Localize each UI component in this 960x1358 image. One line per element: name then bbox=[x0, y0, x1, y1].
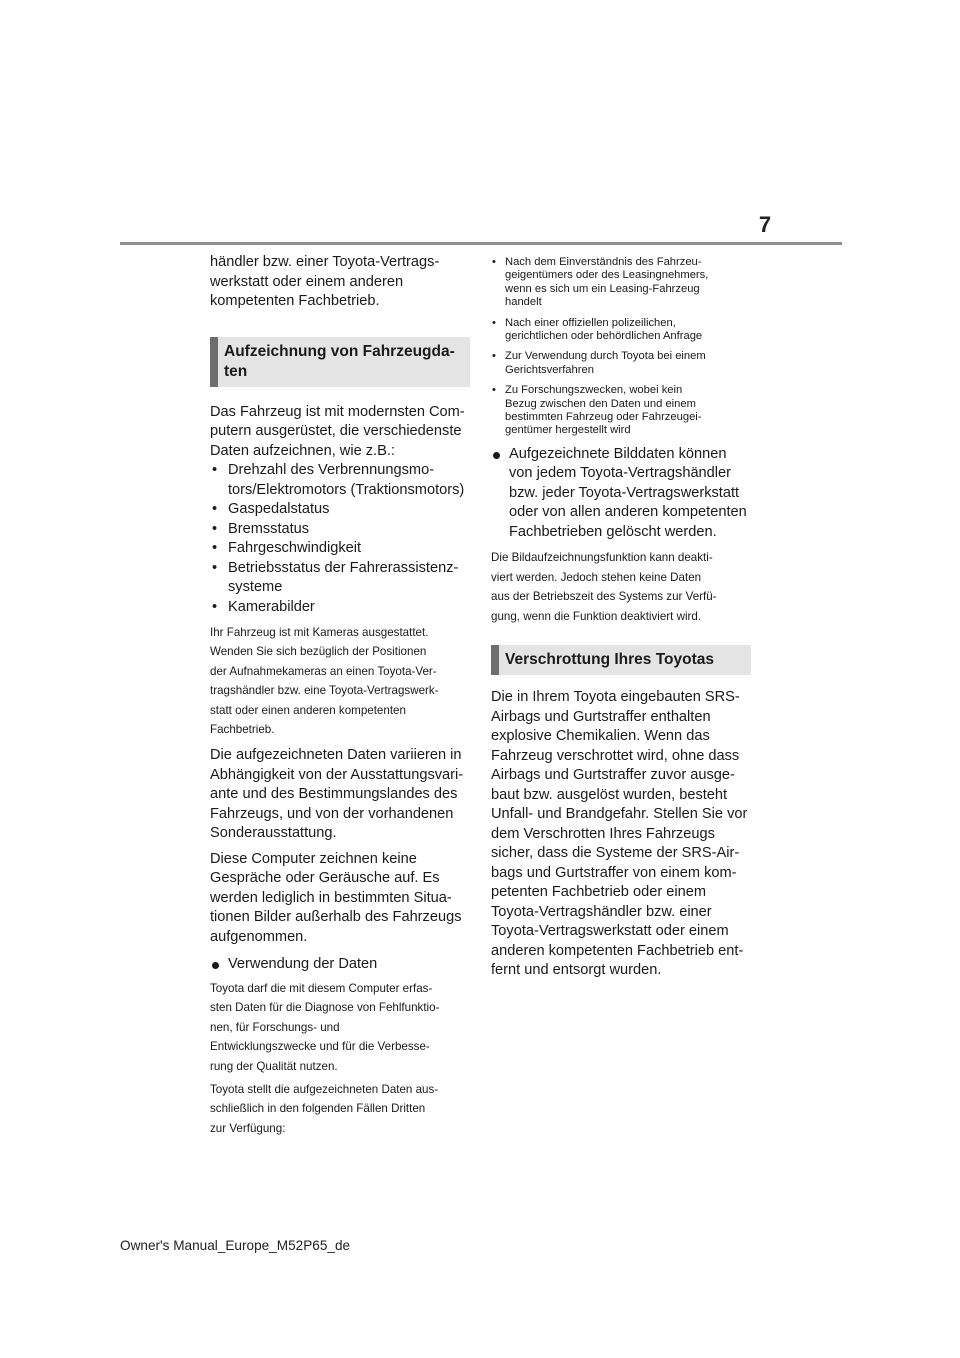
text-line: Drehzahl des Verbrennungsmo- bbox=[228, 462, 435, 478]
text-line: Die aufgezeichneten Daten variieren in bbox=[210, 747, 462, 764]
list-item bbox=[210, 461, 470, 500]
data-usage-heading: Verwendung der Daten bbox=[210, 955, 470, 975]
recorded-data-list bbox=[210, 461, 470, 617]
list-item bbox=[491, 256, 751, 310]
list-item bbox=[210, 500, 470, 520]
text-line: ante und des Bestimmungslandes des bbox=[210, 786, 458, 803]
text-line: putern ausgerüstet, die verschiedenste bbox=[210, 423, 462, 439]
deactivation-note bbox=[491, 548, 751, 626]
right-column bbox=[491, 253, 751, 981]
text-line: schließlich in den folgenden Fällen Dritten bbox=[210, 1102, 426, 1116]
text-line: dem Verschrotten Ihres Fahrzeugs bbox=[491, 825, 715, 842]
footer-manual-id: Owner's Manual_Europe_M52P65_de bbox=[120, 1238, 351, 1253]
text-line: rung der Qualität nutzen. bbox=[210, 1059, 338, 1073]
text-line: Airbags und Gurtstraffer enthalten bbox=[491, 708, 711, 725]
text-line: Unfall- und Brandgefahr. Stellen Sie vor bbox=[491, 806, 748, 822]
list-item bbox=[210, 539, 470, 559]
text-line: zur Verfügung: bbox=[210, 1121, 286, 1135]
text-line: Ihr Fahrzeug ist mit Kameras ausgestattet. bbox=[210, 626, 429, 639]
text-line: ten bbox=[224, 362, 248, 380]
text-line: bags und Gurtstraffer von einem kom- bbox=[491, 864, 737, 881]
third-party-note bbox=[210, 1080, 470, 1138]
text-line: gung, wenn die Funktion deaktiviert wird. bbox=[491, 609, 702, 623]
text-line: Diese Computer zeichnen keine bbox=[210, 850, 417, 867]
text-line: Kamerabilder bbox=[228, 598, 315, 615]
text-line: Nach einer offiziellen polizeilichen, bbox=[505, 316, 676, 329]
text-line: Wenden Sie sich bezüglich der Positionen bbox=[210, 645, 427, 659]
bullet-dot-icon bbox=[212, 962, 219, 969]
text-line: anderen kompetenten Fachbetrieb ent- bbox=[491, 942, 744, 959]
text-line: gentümer hergestellt wird bbox=[505, 424, 631, 437]
page-number: 7 bbox=[758, 212, 772, 237]
text-line: Fachbetrieb. bbox=[210, 723, 275, 737]
text-line: Fahrgeschwindigkeit bbox=[228, 540, 362, 556]
text-line: werden lediglich in bestimmten Situa- bbox=[210, 889, 452, 906]
text-line: Gerichtsverfahren bbox=[505, 363, 594, 376]
text-line: Toyota darf die mit diesem Computer erfas- bbox=[210, 981, 433, 995]
text-line: fernt und entsorgt wurden. bbox=[491, 962, 662, 978]
text-line: Bremsstatus bbox=[228, 520, 310, 537]
text-line: der Aufnahmekameras an einen Toyota-Ver- bbox=[210, 664, 437, 678]
text-line: handelt bbox=[505, 296, 542, 309]
text-line: Gespräche oder Geräusche auf. Es bbox=[210, 870, 440, 887]
text-line: gerichtlichen oder behördlichen Anfrage bbox=[505, 330, 703, 343]
text-line: Entwicklungszwecke und für die Verbesse- bbox=[210, 1040, 430, 1054]
text-line: Daten aufzeichnen, wie z.B.: bbox=[210, 442, 395, 459]
text-line: tionen Bilder außerhalb des Fahrzeugs bbox=[210, 909, 462, 926]
text-line: Gaspedalstatus bbox=[228, 501, 330, 517]
text-line: Bezug zwischen den Daten und einem bbox=[505, 397, 696, 410]
paragraph-data-variation bbox=[210, 746, 470, 844]
text-line: Sonderausstattung. bbox=[210, 825, 337, 842]
text-line: Fahrzeugs, und von der vorhandenen bbox=[210, 805, 454, 822]
header-rule bbox=[120, 242, 842, 245]
text-line: Nach dem Einverständnis des Fahrzeu- bbox=[505, 256, 702, 268]
text-line: Die in Ihrem Toyota eingebauten SRS- bbox=[491, 689, 740, 705]
text-line: Airbags und Gurtstraffer zuvor ausge- bbox=[491, 767, 735, 783]
text-line: Abhängigkeit von der Ausstattungsvari- bbox=[210, 766, 464, 783]
list-item bbox=[491, 317, 751, 344]
third-party-cases-list bbox=[491, 256, 751, 438]
paragraph-computers bbox=[210, 403, 470, 462]
text-line: Zur Verwendung durch Toyota bei einem bbox=[505, 350, 706, 363]
text-line: tors/Elektromotors (Traktionsmotors) bbox=[228, 481, 465, 498]
text-line: viert werden. Jedoch stehen keine Daten bbox=[491, 570, 702, 584]
camera-note bbox=[210, 623, 470, 739]
text-line: sicher, dass die Systeme der SRS-Air- bbox=[491, 845, 740, 861]
text-line: geigentümers oder des Leasingnehmers, bbox=[505, 269, 709, 282]
text-line: systeme bbox=[228, 579, 283, 595]
text-line: bestimmten Fahrzeug oder Fahrzeugei- bbox=[505, 411, 702, 424]
list-item bbox=[210, 598, 470, 618]
scrapping-paragraph bbox=[491, 688, 751, 981]
text-line: oder von allen anderen kompetenten bbox=[509, 504, 747, 521]
text-line: petenten Fachbetrieb oder einem bbox=[491, 884, 706, 900]
text-line: Aufgezeichnete Bilddaten können bbox=[509, 445, 727, 462]
text-line: händler bzw. einer Toyota-Vertrags- bbox=[210, 254, 440, 270]
text-line: tragshändler bzw. eine Toyota-Vertragswerk- bbox=[210, 684, 439, 698]
text-line: von jedem Toyota-Vertragshändler bbox=[509, 465, 732, 482]
text-line: Fahrzeug verschrottet wird, ohne dass bbox=[491, 747, 740, 764]
text-line: Toyota-Vertragswerkstatt oder einem bbox=[491, 923, 729, 939]
text-line: Fachbetrieben gelöscht werden. bbox=[509, 523, 717, 540]
text-line: kompetenten Fachbetrieb. bbox=[210, 293, 380, 309]
list-item bbox=[210, 520, 470, 540]
text-line: werkstatt oder einem anderen bbox=[210, 273, 404, 290]
text-line: Aufzeichnung von Fahrzeugda- bbox=[224, 342, 455, 360]
text-line: aufgenommen. bbox=[210, 928, 308, 945]
data-usage-note bbox=[210, 979, 470, 1076]
left-column bbox=[210, 253, 470, 1138]
text-line: aus der Betriebszeit des Systems zur Verfü- bbox=[491, 590, 717, 604]
intro-paragraph bbox=[210, 253, 470, 312]
text-line: Das Fahrzeug ist mit modernsten Com- bbox=[210, 403, 465, 420]
text-line: sten Daten für die Diagnose von Fehlfunktio- bbox=[210, 1001, 440, 1015]
section-heading-vehicle-data bbox=[210, 337, 470, 387]
text-line: explosive Chemikalien. Wenn das bbox=[491, 728, 710, 744]
text-line: Zu Forschungszwecken, wobei kein bbox=[505, 384, 683, 397]
text-line: Betriebsstatus der Fahrerassistenz- bbox=[228, 559, 459, 576]
text-line: Die Bildaufzeichnungsfunktion kann deakti- bbox=[491, 551, 713, 565]
section-heading-scrapping: Verschrottung Ihres Toyotas bbox=[491, 645, 751, 675]
text-line: nen, für Forschungs- und bbox=[210, 1020, 340, 1034]
text-line: Toyota-Vertragshändler bzw. einer bbox=[491, 903, 712, 920]
image-data-deletion-paragraph bbox=[491, 445, 751, 543]
paragraph-no-audio bbox=[210, 850, 470, 948]
list-item bbox=[210, 559, 470, 598]
list-item bbox=[491, 350, 751, 377]
text-line: baut bzw. ausgelöst wurden, besteht bbox=[491, 786, 728, 803]
bullet-dot-icon bbox=[493, 452, 500, 459]
text-line: wenn es sich um ein Leasing-Fahrzeug bbox=[505, 282, 700, 295]
text-line: bzw. jeder Toyota-Vertragswerkstatt bbox=[509, 484, 740, 501]
text-line: statt oder einen anderen kompetenten bbox=[210, 703, 406, 717]
list-item bbox=[491, 384, 751, 438]
text-line: Toyota stellt die aufgezeichneten Daten aus- bbox=[210, 1082, 439, 1096]
